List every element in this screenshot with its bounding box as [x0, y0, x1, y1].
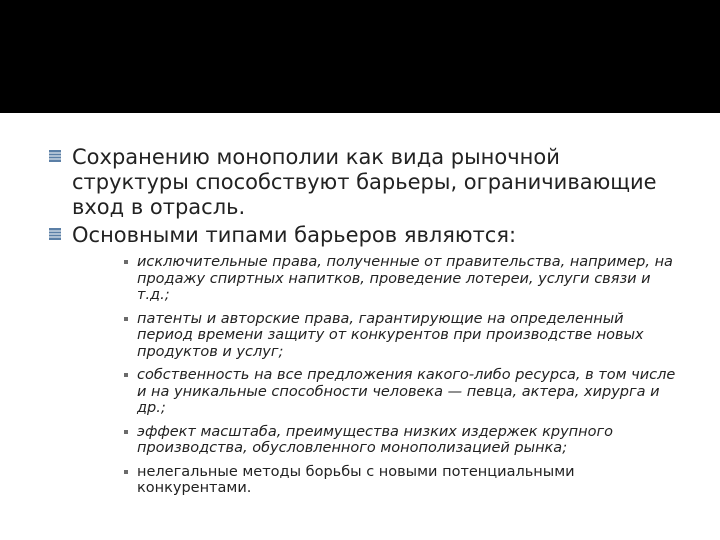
list-item — [137, 254, 682, 304]
list-item-text: нелегальные методы борьбы с новыми потенциальными конкурентами. — [137, 463, 575, 496]
square-lines-bullet-icon — [49, 228, 61, 240]
small-square-bullet-icon — [124, 373, 128, 377]
list-item — [137, 367, 682, 417]
list-item-text: собственность на все предложения какого-либо ресурса, в том числе и на уникальные способности человека — певца, актера, хирурга и др.; — [137, 367, 676, 416]
small-square-bullet-icon — [124, 430, 128, 434]
bullet-text: Сохранению монополии как вида рыночной структуры способствуют барьеры, ограничивающие вход в отрасль. — [72, 145, 657, 219]
small-square-bullet-icon — [124, 260, 128, 264]
square-lines-bullet-icon — [49, 150, 61, 162]
small-square-bullet-icon — [124, 317, 128, 321]
list-item — [137, 464, 682, 497]
title-band — [0, 0, 720, 113]
list-item-text: патенты и авторские права, гарантирующие на определенный период времени защиту от конкурентов при производстве новых продуктов и услуг; — [137, 310, 644, 360]
bullet-item-barrier-types — [72, 223, 672, 248]
small-square-bullet-icon — [124, 470, 128, 474]
list-item — [137, 424, 682, 457]
bullet-text: Основными типами барьеров являются: — [72, 223, 517, 247]
bullet-item-barriers-intro — [72, 145, 672, 220]
slide-body — [0, 113, 720, 540]
list-item-text: исключительные права, полученные от правительства, например, на продажу спиртных напитков, проведение лотереи, услуги связи и т.д.; — [137, 254, 673, 303]
list-item — [137, 311, 682, 361]
barrier-types-list — [137, 254, 682, 504]
list-item-text: эффект масштаба, преимущества низких издержек крупного производства, обусловленного монополизацией рынка; — [137, 423, 614, 456]
